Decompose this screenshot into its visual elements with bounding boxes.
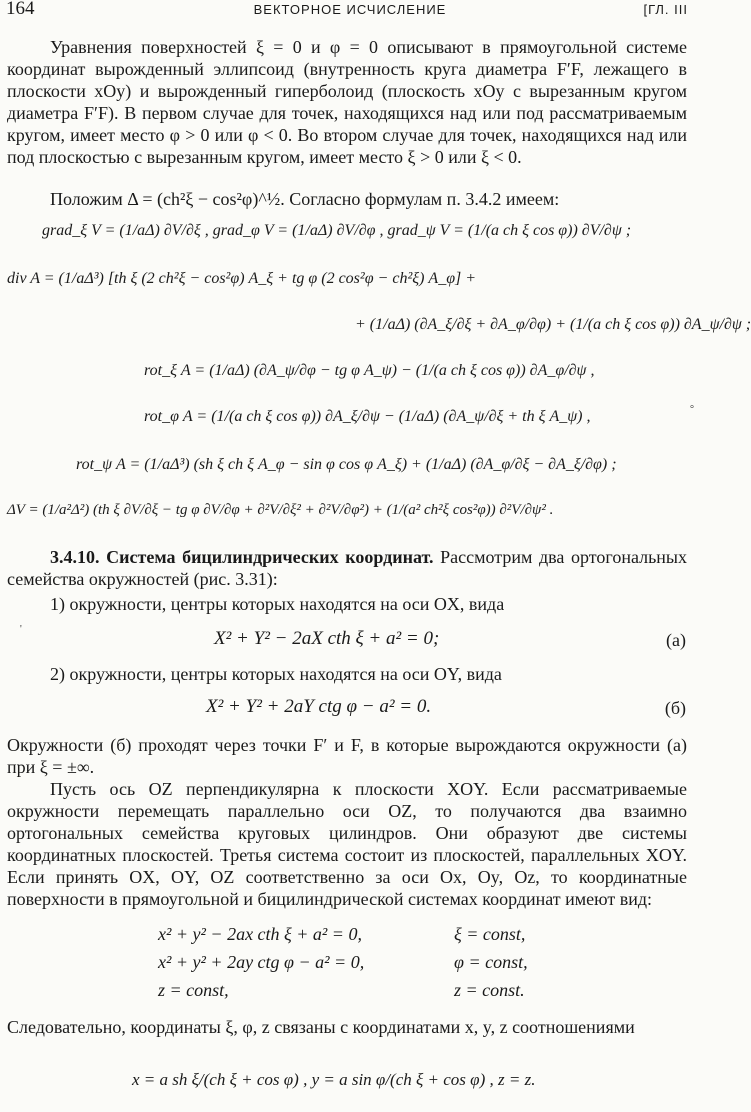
surface-eq-right-2: φ = const, xyxy=(454,952,528,972)
surface-eq-left-3: z = const, xyxy=(158,980,229,1000)
print-speck: ° xyxy=(690,404,694,415)
chapter-marker: [ГЛ. III xyxy=(643,2,688,17)
formula-laplacian: ΔV = (1/a²Δ²) (th ξ ∂V/∂ξ − tg φ ∂V/∂φ + ∂²V/∂ξ² + ∂²V/∂φ²) + (1/(a² ch²ξ cos²φ)) ∂²V/∂ψ² . xyxy=(7,502,554,518)
section-lead: Рассмотрим два ортогональных семейства окружностей (рис. 3.31): xyxy=(7,547,688,589)
formula-divergence-line1: div A = (1/aΔ³) [th ξ (2 ch²ξ − cos²φ) A_ξ + tg φ (2 cos²φ − ch²ξ) A_φ] + xyxy=(7,270,477,287)
page-header xyxy=(0,0,700,22)
section-title: Система бицилиндрических координат. xyxy=(106,547,434,567)
paragraph-circles-through-foci: Окружности (б) проходят через точки F′ и F, в которые вырождаются окружности (а) при ξ = ±∞. xyxy=(7,735,687,777)
section-number: 3.4.10. xyxy=(50,547,100,567)
running-title: ВЕКТОРНОЕ ИСЧИСЛЕНИЕ xyxy=(253,2,447,17)
list-item-1: 1) окружности, центры которых находятся на оси OX, вида xyxy=(50,594,505,614)
list-item-2: 2) окружности, центры которых находятся на оси OY, вида xyxy=(50,664,502,684)
print-speck: ' xyxy=(20,624,22,635)
surface-eq-left-2: x² + y² + 2ay ctg φ − a² = 0, xyxy=(158,952,365,972)
paragraph-coordinate-relations: Следовательно, координаты ξ, φ, z связаны с координатами x, y, z соотношениями xyxy=(7,1017,635,1037)
paragraph-delta-definition: Положим Δ = (ch²ξ − cos²φ)^½. Согласно формулам п. 3.4.2 имеем: xyxy=(50,189,560,209)
formula-rot-xi: rot_ξ A = (1/aΔ) (∂A_ψ/∂φ − tg φ A_ψ) − (1/(a ch ξ cos φ)) ∂A_φ/∂ψ , xyxy=(144,362,595,379)
formula-divergence-line2: + (1/aΔ) (∂A_ξ/∂ξ + ∂A_φ/∂φ) + (1/(a ch ξ cos φ)) ∂A_ψ/∂ψ ; xyxy=(355,316,751,333)
surface-eq-right-3: z = const. xyxy=(454,980,525,1000)
paragraph-degenerate-surfaces: Уравнения поверхностей ξ = 0 и φ = 0 описывают в прямоугольной системе координат вырожденный эллипсоид (внутренность круга диаметра F′F, лежащего в плоскости xOy) и вырожденный гиперболоид (плоскость xOy с вырезанным кругом диаметра F′F). В первом случае для точек, находящихся над или под рассматриваемым кругом, имеет место φ > 0 или φ < 0. Во втором случае для точек, находящихся над или под плоскостью с вырезанным кругом, имеет место ξ > 0 или ξ < 0. xyxy=(7,37,687,167)
equation-a-label: (а) xyxy=(666,630,686,650)
equation-b: X² + Y² + 2aY ctg φ − a² = 0. xyxy=(206,696,432,717)
formula-rot-psi: rot_ψ A = (1/aΔ³) (sh ξ ch ξ A_φ − sin φ cos φ A_ξ) + (1/aΔ) (∂A_φ/∂ξ − ∂A_ξ/∂φ) ; xyxy=(76,456,617,473)
paragraph-cylinders: Пусть ось OZ перпендикулярна к плоскости XOY. Если рассматриваемые окружности перемещать параллельно оси OZ, то получаются два взаимно ортогональных семейства круговых цилиндров. Они образуют две системы координатных плоскостей. Третья система состоит из плоскостей, параллельных XOY. Если принять OX, OY, OZ соответственно за оси Ox, Oy, Oz, то координатные поверхности в прямоугольной и бицилиндрической системах координат имеют вид: xyxy=(7,779,687,909)
surface-eq-right-1: ξ = const, xyxy=(454,924,526,944)
page-number: 164 xyxy=(6,0,35,19)
formula-rot-phi: rot_φ A = (1/(a ch ξ cos φ)) ∂A_ξ/∂ψ − (1/aΔ) (∂A_ψ/∂ξ + th ξ A_ψ) , xyxy=(144,408,591,425)
section-3-4-10 xyxy=(7,546,687,590)
equation-a: X² + Y² − 2aX cth ξ + a² = 0; xyxy=(214,628,440,649)
formula-coordinate-transform: x = a sh ξ/(ch ξ + cos φ) , y = a sin φ/(ch ξ + cos φ) , z = z. xyxy=(132,1070,536,1089)
surface-eq-left-1: x² + y² − 2ax cth ξ + a² = 0, xyxy=(158,924,362,944)
formula-gradient: grad_ξ V = (1/aΔ) ∂V/∂ξ , grad_φ V = (1/aΔ) ∂V/∂φ , grad_ψ V = (1/(a ch ξ cos φ)) ∂V/∂ψ ; xyxy=(42,222,632,239)
equation-b-label: (б) xyxy=(664,698,686,718)
